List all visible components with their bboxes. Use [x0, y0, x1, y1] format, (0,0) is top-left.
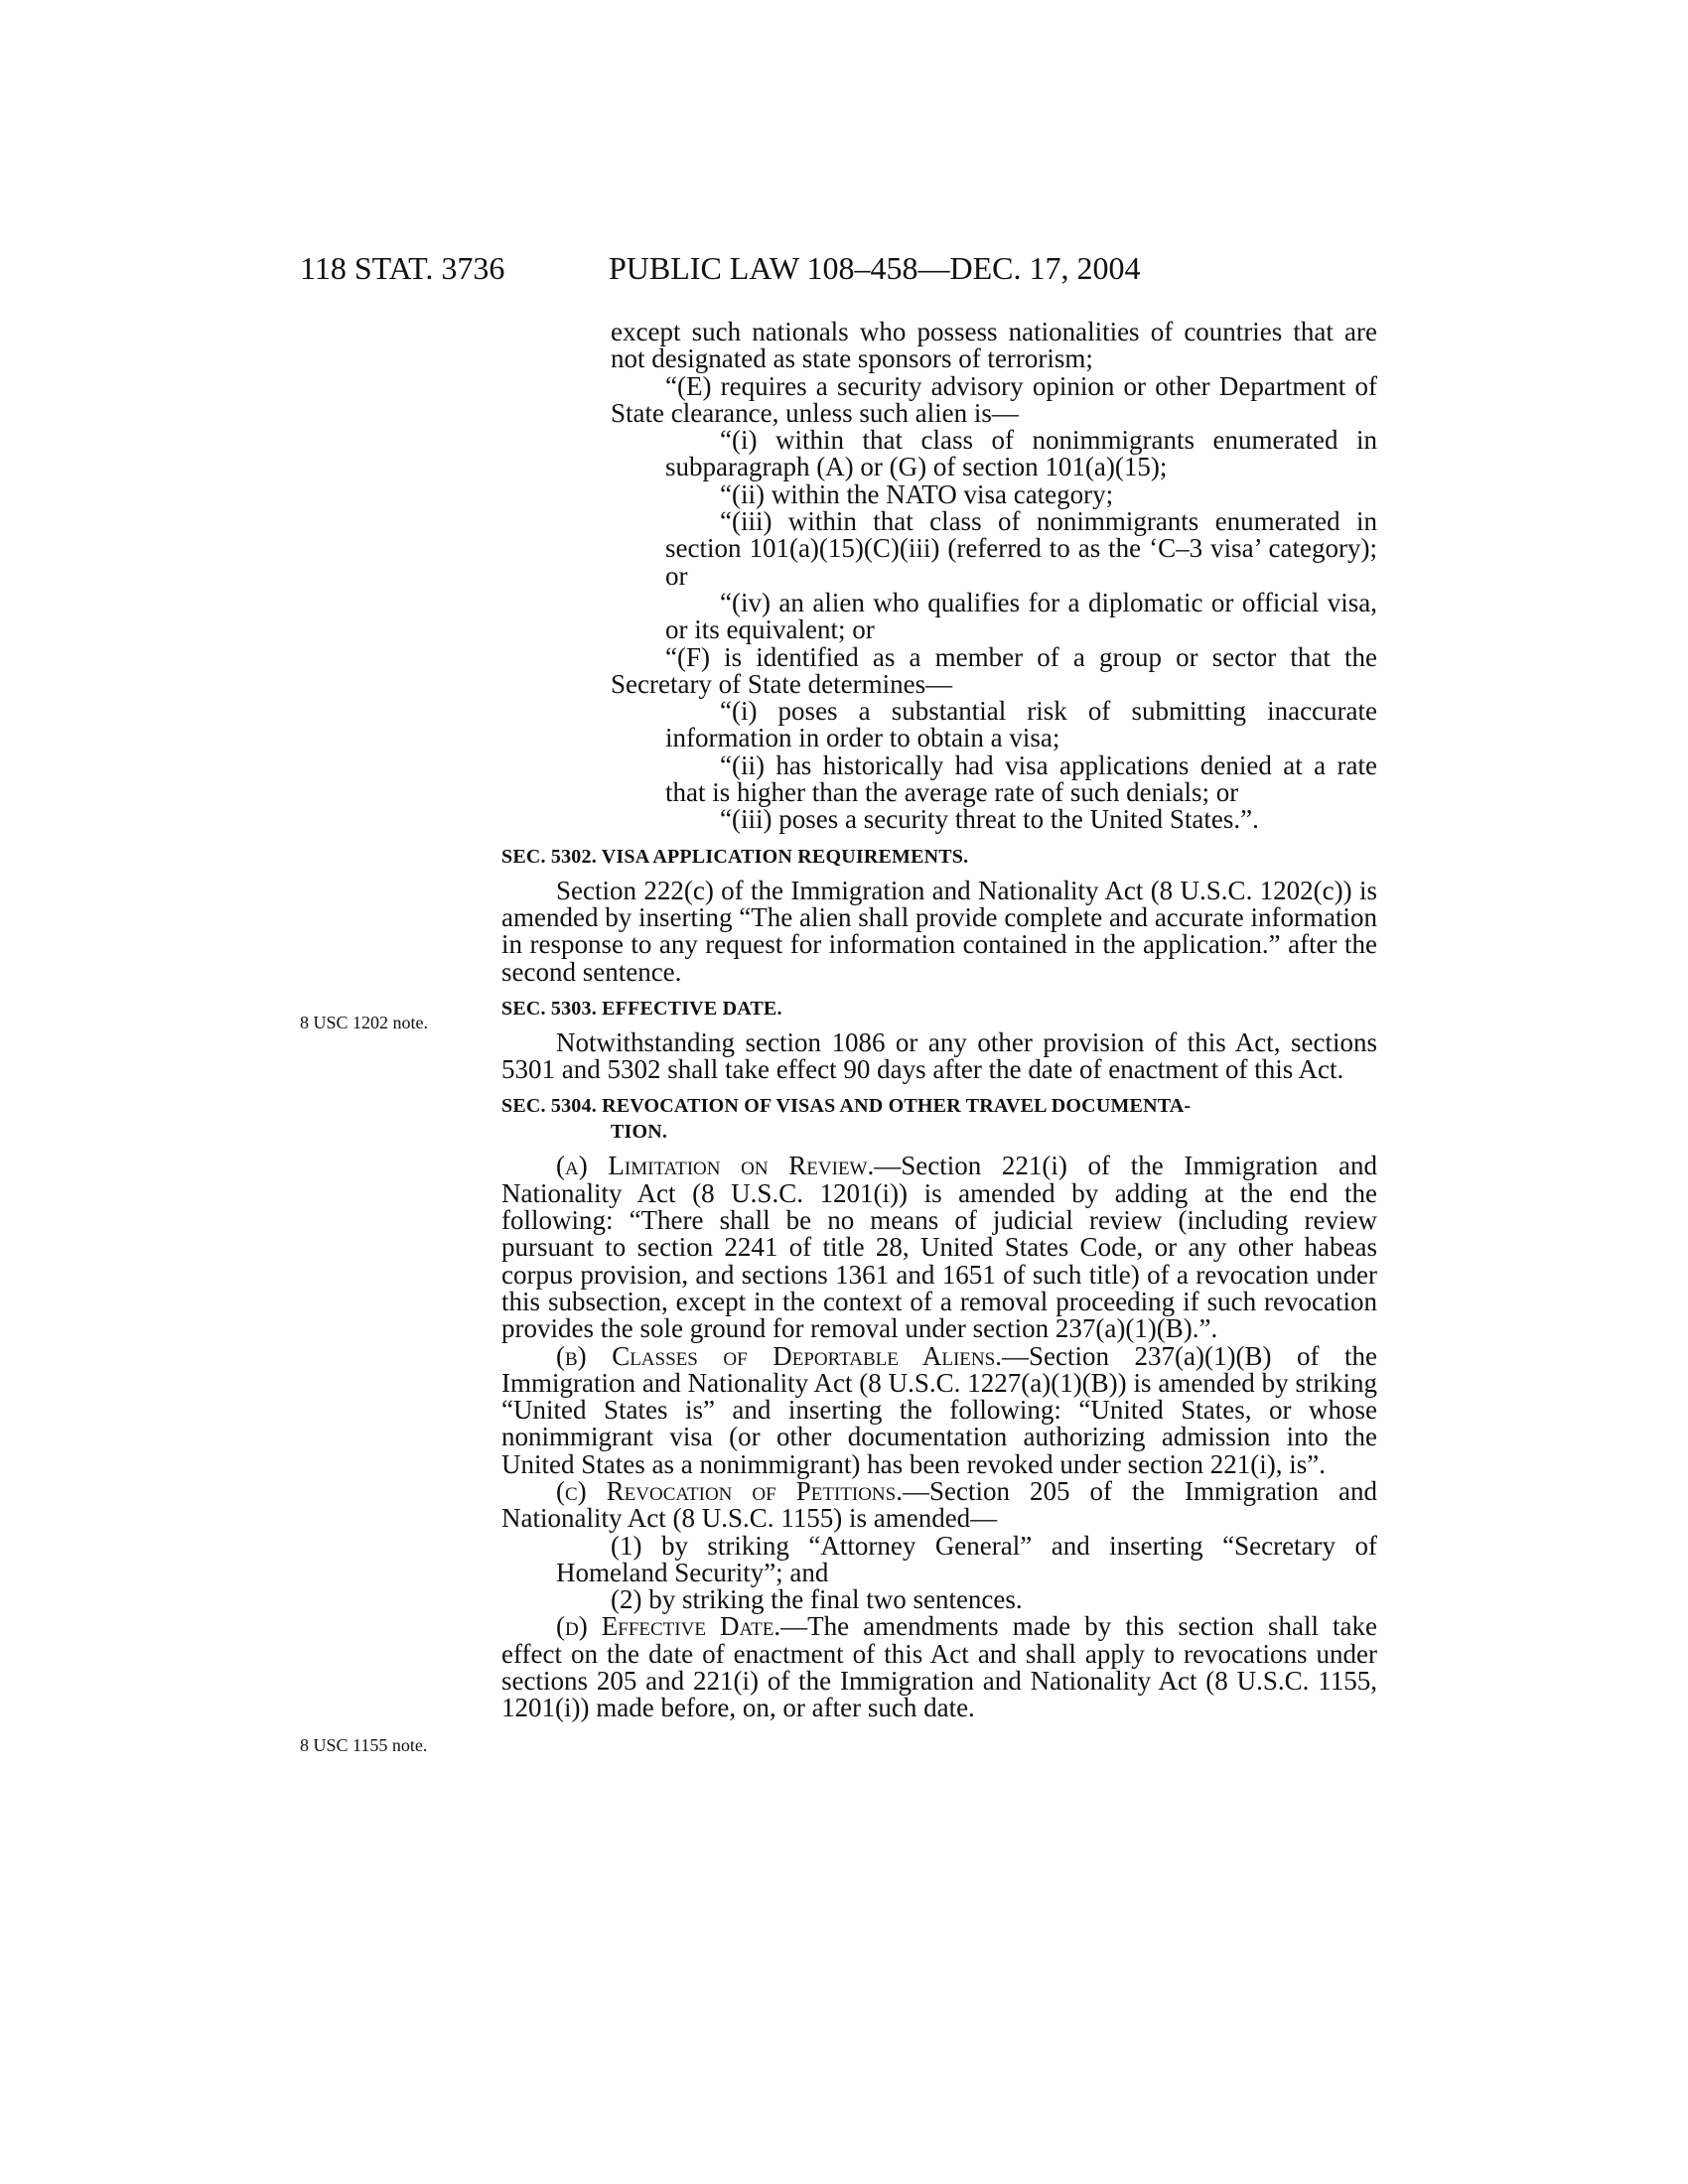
subsection-c-heading: (c) Revocation of Petitions.: [556, 1475, 903, 1506]
subsection-b-text: —Section 237(a)(1)(B) of the Immigration and Nationality Act (8 U.S.C. 1227(a)(1)(B)) is amended by striking “United States is” and inserting the following: “United States, or whose nonimmigrant visa (or other documentation authorizing admission into the United States as a nonimmigrant) has been revoked under section 221(i), is”.: [501, 1340, 1377, 1479]
clause-f-i: “(i) poses a substantial risk of submitting inaccurate information in order to obtain a visa;: [665, 696, 1377, 753]
subsection-b-heading: (b) Classes of Deportable Aliens.: [556, 1340, 1002, 1371]
page-running-head: PUBLIC LAW 108–458—DEC. 17, 2004: [609, 250, 1141, 286]
subsection-b: [501, 1340, 1377, 1479]
section-5303-heading: SEC. 5303. EFFECTIVE DATE.: [501, 997, 782, 1020]
subsection-c-paragraph-2: (2) by striking the final two sentences.: [611, 1584, 1023, 1615]
clause-e-i: “(i) within that class of nonimmigrants enumerated in subparagraph (A) or (G) of section 101(a)(15);: [665, 425, 1377, 482]
clause-f: “(F) is identified as a member of a group or sector that the Secretary of State determines—: [611, 641, 1377, 699]
page-stat-citation: 118 STAT. 3736: [300, 250, 505, 286]
clause-f-ii: “(ii) has historically had visa applications denied at a rate that is higher than the average rate of such denials; or: [665, 750, 1377, 808]
subsection-a-heading: (a) Limitation on Review.: [556, 1151, 875, 1181]
section-5304-heading-line2: TION.: [611, 1121, 668, 1144]
section-5304-heading: [501, 1093, 1377, 1145]
subsection-c: [501, 1475, 1378, 1534]
section-5304-heading-line1: SEC. 5304. REVOCATION OF VISAS AND OTHER TRAVEL DOCUMENTA-: [501, 1095, 1192, 1118]
clause-e-iv: “(iv) an alien who qualifies for a diplomatic or official visa, or its equivalent; or: [665, 587, 1377, 645]
subsection-d-heading: (d) Effective Date.: [556, 1611, 781, 1642]
margin-note-1202: 8 USC 1202 note.: [300, 1013, 429, 1032]
clause-e: “(E) requires a security advisory opinion or other Department of State clearance, unless such alien is—: [611, 370, 1377, 428]
subsection-d-text: —The amendments made by this section shall take effect on the date of enactment of this Act and shall apply to revocations under sections 205 and 221(i) of the Immigration and Nationality Act (8 U.S.C. 1155, 1201(i)) made before, on, or after such date.: [501, 1611, 1377, 1723]
subsection-a: [501, 1153, 1377, 1342]
section-5303-text: Notwithstanding section 1086 or any other provision of this Act, sections 5301 and 5302 shall take effect 90 days after the date of enactment of this Act.: [501, 1026, 1377, 1085]
continuation-paragraph: except such nationals who possess nationalities of countries that are not designated as state sponsors of terrorism;: [611, 317, 1377, 374]
section-5302-text: Section 222(c) of the Immigration and Nationality Act (8 U.S.C. 1202(c)) is amended by inserting “The alien shall provide complete and accurate information in response to any request for information contained in the application.” after the second sentence.: [501, 875, 1377, 987]
clause-e-ii: “(ii) within the NATO visa category;: [720, 478, 1114, 509]
section-5302-heading: SEC. 5302. VISA APPLICATION REQUIREMENTS.: [501, 845, 969, 868]
subsection-c-text: —Section 205 of the Immigration and Nationality Act (8 U.S.C. 1155) is amended—: [501, 1475, 1378, 1534]
margin-note-1155: 8 USC 1155 note.: [300, 1735, 428, 1755]
subsection-c-paragraph-1: (1) by striking “Attorney General” and inserting “Secretary of Homeland Security”; and: [556, 1530, 1377, 1587]
document-body: [501, 319, 1377, 1722]
subsection-a-text: —Section 221(i) of the Immigration and Nationality Act (8 U.S.C. 1201(i)) is amended by adding at the end the following: “There shall be no means of judicial review (including review pursuant to section 2241 of title 28, United States Code, or any other habeas corpus provision, and sections 1361 and 1651 of such title) of a revocation under this subsection, except in the context of a removal proceeding if such revocation provides the sole ground for removal under section 237(a)(1)(B).”.: [501, 1151, 1377, 1344]
clause-e-iii: “(iii) within that class of nonimmigrants enumerated in section 101(a)(15)(C)(iii) (referred to as the ‘C–3 visa’ category); or: [665, 506, 1377, 591]
subsection-d: [501, 1613, 1377, 1721]
clause-f-iii: “(iii) poses a security threat to the United States.”.: [720, 804, 1259, 835]
